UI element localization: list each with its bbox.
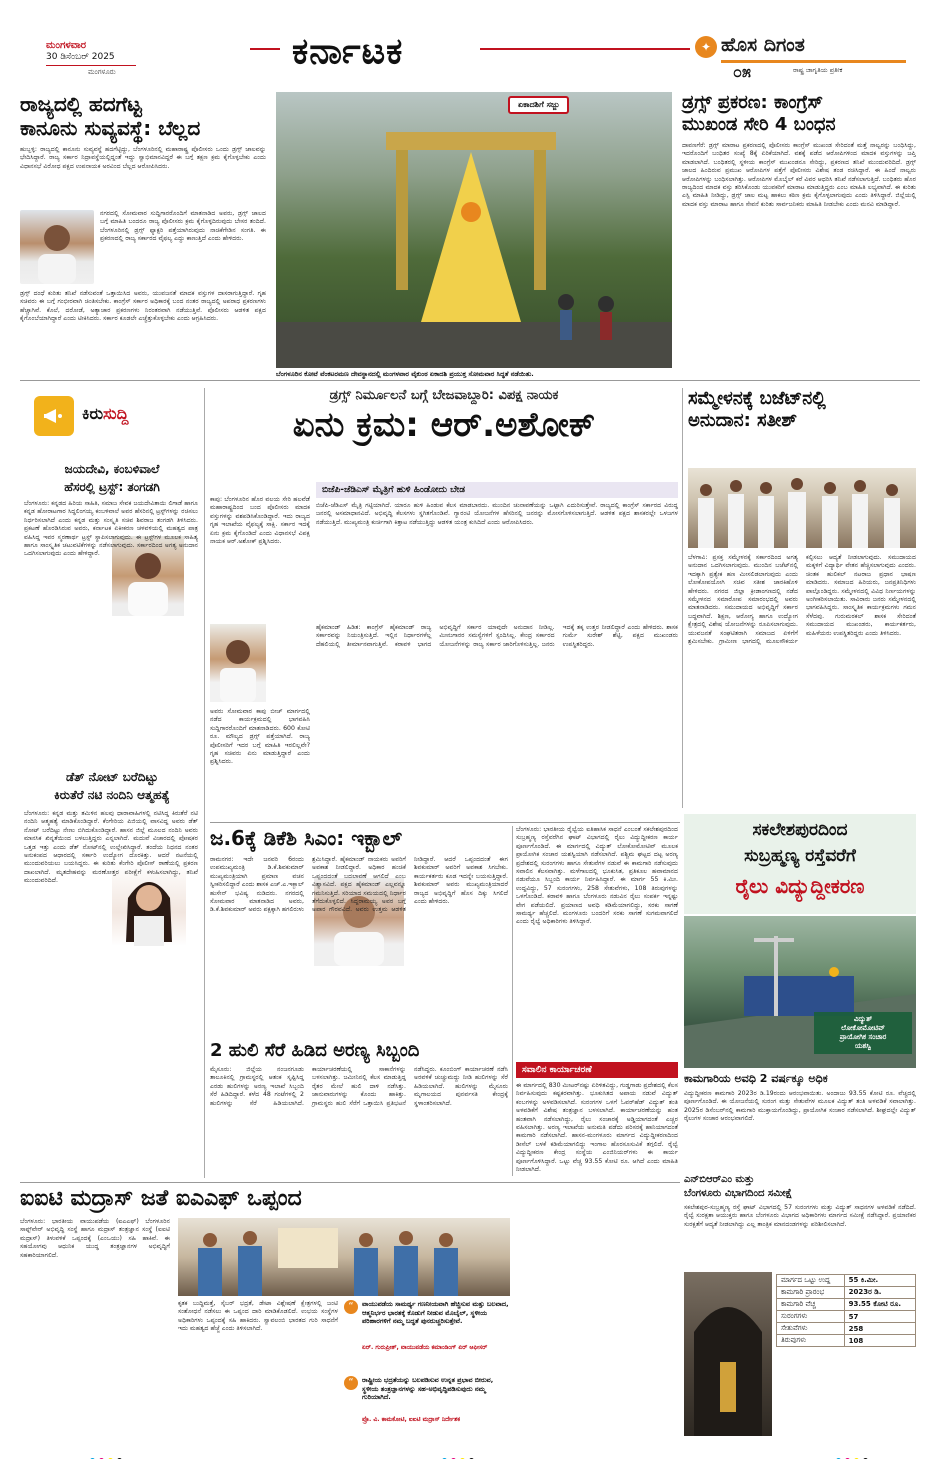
section-divider-1 (20, 380, 920, 381)
story-bellad-body-2: ಡ್ರಗ್ಸ್ ದಂಧೆ ಕುರಿತು ತನಿಖೆ ನಡೆಸುವಂತೆ ಒತ್ತಾಯಿಸಿದ ಅವರು, ಯುವಜನತೆ ಮಾದಕ ವಸ್ತುಗಳ ದಾಸರಾಗುತ್ತಿದ್ದಾರೆ. ಗೃಹ ಸಚಿವರು ಈ ಬಗ್ಗೆ ಗಂಭೀರವಾಗಿ ಚಿಂತಿಸಬೇಕು. ಕಾಂಗ್ರೆಸ್ ಸರ್ಕಾರ ಅಧಿಕಾರಕ್ಕೆ ಬಂದ ನಂತರ ರಾಜ್ಯದಲ್ಲಿ ಅಪರಾಧ ಪ್ರಕರಣಗಳು ಹೆಚ್ಚಾಗಿವೆ. ಕೊಲೆ, ದರೋಡೆ, ಅತ್ಯಾಚಾರ ಪ್ರಕರಣಗಳು ನಿರಂತರವಾಗಿ ನಡೆಯುತ್ತಿವೆ. ಪೊಲೀಸರು ಆಡಳಿತ ಪಕ್ಷದ ಕೈಗೊಂಬೆಯಾಗಿದ್ದಾರೆ ಎಂದು ಟೀಕಿಸಿದರು. ಸರ್ಕಾರ ಕೂಡಲೇ ಎಚ್ಚೆತ್ತುಕೊಳ್ಳಬೇಕು ಎಂದು ಆಗ್ರಹಿಸಿದರು. (20, 290, 266, 323)
story-iit-headline: ಐಐಟಿ ಮದ್ರಾಸ್ ಜತೆ ಐಎಎಫ್ ಒಪ್ಪಂದ (20, 1186, 302, 1211)
print-marks-left (88, 1448, 124, 1459)
kirusuddi-item2-h2: ಕಿರುತೆರೆ ನಟಿ ನಂದಿನಿ ಆತ್ಮಹತ್ಯೆ (54, 788, 170, 802)
rail-photo-tag-1: ವಿದ್ಯುತ್ (853, 1015, 873, 1023)
iit-quote-1-author: ಏರ್. ಗುರುಪ್ರೀತ್, ವಾಯುಪಡೆಯ ಕಮಾಂಡಿಂಗ್ ಏರ್ ಆಫೀಸರ್ (362, 1344, 488, 1351)
lamp-icon: ✦ (695, 36, 717, 58)
rail-sub2-body: ಸಕಲೇಶಪುರ-ಸುಬ್ರಹ್ಮಣ್ಯ ರಸ್ತೆ ಘಾಟ್ ವಿಭಾಗದಲ್ಲಿ 57 ಸುರಂಗಗಳು ಮತ್ತು ವಿದ್ಯುತ್ ಸಾಧನಗಳ ಅಳವಡಿಕೆ ನಡೆದಿದೆ. ರೈಲ್ವೆ ಸುರಕ್ಷತಾ ಆಯುಕ್ತರು ಹಾಗೂ ಬೆಂಗಳೂರು ವಿಭಾಗದ ಅಧಿಕಾರಿಗಳು ಮಾರ್ಗದ ಸಮೀಕ್ಷೆ ನಡೆಸಿದ್ದಾರೆ. ಪ್ರಯಾಣಿಕರ ಸುರಕ್ಷತೆಗೆ ಆದ್ಯತೆ ನೀಡಲಾಗಿದ್ದು ಎಲ್ಲ ತಾಂತ್ರಿಕ ಮಾನದಂಡಗಳನ್ನು ಪರಿಶೀಲಿಸಲಾಗಿದೆ. (684, 1204, 916, 1228)
story-tiger-body: ಮೈಸೂರು: ಜಿಲ್ಲೆಯ ನಂಜನಗೂಡು ತಾಲೂಕಿನಲ್ಲಿ ಗ್ರಾಮಸ್ಥರಲ್ಲಿ ಆತಂಕ ಸೃಷ್ಟಿಸಿದ್ದ ಎರಡು ಹುಲಿಗಳನ್ನು ಅರಣ್ಯ ಇಲಾಖೆ ಸಿಬ್ಬಂದಿ ಸೆರೆ ಹಿಡಿದಿದ್ದಾರೆ. ಕಳೆದ 48 ಗಂಟೆಗಳಲ್ಲಿ 2 ಹುಲಿಗಳನ್ನು ಸೆರೆ ಹಿಡಿಯಲಾಗಿದೆ. ಕಾರ್ಯಾಚರಣೆಯಲ್ಲಿ ಸಾಕಾನೆಗಳನ್ನು ಬಳಸಲಾಗಿತ್ತು. ಜಮೀನಿನಲ್ಲಿ ಕೆಲಸ ಮಾಡುತ್ತಿದ್ದ ರೈತರ ಮೇಲೆ ಹುಲಿ ದಾಳಿ ನಡೆಸಿತ್ತು. ಜಾನುವಾರುಗಳನ್ನು ಕೊಂದು ಹಾಕಿತ್ತು. ಗ್ರಾಮಸ್ಥರು ಹುಲಿ ಸೆರೆಗೆ ಒತ್ತಾಯಿಸಿ ಪ್ರತಿಭಟನೆ ನಡೆಸಿದ್ದರು. ಕೂಂಬಿಂಗ್ ಕಾರ್ಯಾಚರಣೆ ನಡೆಸಿ ಅರವಳಿಕೆ ಚುಚ್ಚುಮದ್ದು ನೀಡಿ ಹುಲಿಗಳನ್ನು ಸೆರೆ ಹಿಡಿಯಲಾಗಿದೆ. ಹುಲಿಗಳನ್ನು ಮೈಸೂರು ಮೃಗಾಲಯದ ಪುನರ್ವಸತಿ ಕೇಂದ್ರಕ್ಕೆ ಸ್ಥಳಾಂತರಿಸಲಾಗಿದೆ. (210, 1066, 508, 1107)
megaphone-icon (42, 404, 66, 428)
story-iit-body-1: ಬೆಂಗಳೂರು: ಭಾರತೀಯ ವಾಯುಪಡೆಯ (ಐಎಎಫ್) ಬೆಂಗಳೂರಿನ ಸಾಫ್ಟ್‌ವೇರ್ ಅಭಿವೃದ್ಧಿ ಸಂಸ್ಥೆ ಹಾಗೂ ಮದ್ರಾಸ್ ತಂತ್ರಜ್ಞಾನ ಸಂಸ್ಥೆ (ಐಐಟಿ ಮದ್ರಾಸ್) ತಿಳುವಳಿಕೆ ಒಪ್ಪಂದಕ್ಕೆ (ಎಂಒಯು) ಸಹಿ ಹಾಕಿವೆ. ಈ ಸಹಯೋಗವು ಆಧುನಿಕ ಯುದ್ಧ ತಂತ್ರಜ್ಞಾನಗಳ ಅಭಿವೃದ್ಧಿಗೆ ಸಹಕಾರಿಯಾಗಲಿದೆ. (20, 1218, 170, 1259)
story-ashok-body-4: ಹೈಕಮಾಂಡ್ ಹಿಡಿತ: ಕಾಂಗ್ರೆಸ್ ಹೈಕಮಾಂಡ್ ರಾಜ್ಯ ಸರ್ಕಾರವನ್ನು ನಿಯಂತ್ರಿಸುತ್ತಿದೆ. ಇಲ್ಲಿನ ನಿರ್ಧಾರಗಳೆಲ್ಲ ದೆಹಲಿಯಲ್ಲಿ ತೀರ್ಮಾನವಾಗುತ್ತಿವೆ. ಕರಾವಳಿ ಭಾಗದ ಅಭಿವೃದ್ಧಿಗೆ ಸರ್ಕಾರ ಯಾವುದೇ ಅನುದಾನ ನೀಡಿಲ್ಲ. ಮೀನುಗಾರರ ಸಮಸ್ಯೆಗಳಿಗೆ ಸ್ಪಂದಿಸಿಲ್ಲ. ಕೇಂದ್ರ ಸರ್ಕಾರದ ಯೋಜನೆಗಳನ್ನು ರಾಜ್ಯ ಸರ್ಕಾರ ಜಾರಿಗೊಳಿಸುತ್ತಿಲ್ಲ. ಜನರು ಇದಕ್ಕೆ ತಕ್ಕ ಉತ್ತರ ನೀಡಲಿದ್ದಾರೆ ಎಂದು ಹೇಳಿದರು. ಶಾಸಕ ಗುರ್ಮೆ ಸುರೇಶ್ ಶೆಟ್ಟಿ, ಪಕ್ಷದ ಮುಖಂಡರು ಉಪಸ್ಥಿತರಿದ್ದರು. (316, 624, 678, 648)
rail-sub-head: ಕಾಮಗಾರಿಯ ಅವಧಿ 2 ವರ್ಷಕ್ಕೂ ಅಧಿಕ (684, 1072, 828, 1085)
story-satish (688, 388, 916, 808)
story-ashok-sub (316, 482, 678, 498)
rail-photo-tag-4: ಯಶಸ್ವಿ (854, 1042, 872, 1050)
iit-quote-1-text: ವಾಯುಪಡೆಯ ಸಾಮರ್ಥ್ಯ ಗಣನೀಯವಾಗಿ ಹೆಚ್ಚಿಸುವ ಮತ್ತು ಬಲವಾದ, ಆತ್ಮನಿರ್ಭರ ಭಾರತಕ್ಕೆ ಕೊಡುಗೆ ನೀಡುವ ಮೊಬೈಲ್, ಸ್ಥಳೀಯ ಪರಿಹಾರಗಳಿಗೆ ನಮ್ಮ ಬದ್ಧತೆ ಪುನರುಚ್ಚರಿಸುತ್ತೇವೆ. (362, 1300, 509, 1325)
story-bellad-headline-1: ರಾಜ್ಯದಲ್ಲಿ ಹದಗೆಟ್ಟ (20, 92, 142, 116)
temple-photo (276, 92, 672, 368)
ashok-photo (210, 624, 266, 702)
story-tiger (210, 1040, 508, 1176)
story-satish-headline-1: ಸಮ್ಮೇಳನಕ್ಕೆ ಬಜೆಟ್‌ನಲ್ಲಿ (688, 388, 826, 409)
masthead (0, 0, 945, 88)
column-divider-mid (512, 826, 513, 1176)
kirusuddi-item1-body: ಬೆಂಗಳೂರು: ಕನ್ನಡದ ಹಿರಿಯ ಸಾಹಿತಿ, ಸಮಾಜ ಸೇವಕ ಜಯದೇವಿತಾಯಿ ಲಿಗಾಡೆ ಹಾಗೂ ಕನ್ನಡ ಹೋರಾಟಗಾರ ಸಿದ್ಧಲಿಂಗಯ್ಯ ಕಂಬಳಿವಾಲೆ ಅವರ ಹೆಸರಿನಲ್ಲಿ ಟ್ರಸ್ಟ್‌ಗಳನ್ನು ರಚಿಸಲು ನಿರ್ಧರಿಸಲಾಗಿದೆ ಎಂದು ಕನ್ನಡ ಮತ್ತು ಸಂಸ್ಕೃತಿ ಸಚಿವ ಶಿವರಾಜ ತಂಗಡಗಿ ತಿಳಿಸಿದರು. ಪ್ರಕಟಣೆ ಹೊರಡಿಸಿರುವ ಅವರು, ಕರ್ನಾಟಕ ಏಕೀಕರಣ ಚಳವಳಿಯಲ್ಲಿ ಮಹತ್ವದ ಪಾತ್ರ ವಹಿಸಿದ್ದ ಇವರ ಸ್ಮರಣಾರ್ಥ ಟ್ರಸ್ಟ್ ಸ್ಥಾಪಿಸಲಾಗುವುದು. ಈ ಟ್ರಸ್ಟ್‌ಗಳ ಮೂಲಕ ಸಾಹಿತ್ಯ ಹಾಗೂ ಸಾಂಸ್ಕೃತಿಕ ಚಟುವಟಿಕೆಗಳನ್ನು ನಡೆಸಲಾಗುವುದು. ಸರ್ಕಾರದಿಂದ ಅಗತ್ಯ ಅನುದಾನ ಒದಗಿಸಲಾಗುವುದು ಎಂದು ಹೇಳಿದ್ದಾರೆ. (24, 500, 198, 558)
rail-sub-body: ವಿದ್ಯುದ್ದೀಕರಣ ಕಾಮಗಾರಿ 2023ರ ಡಿ.19ರಂದು ಆರಂಭವಾಯಿತು. ಅಂದಾಜು 93.55 ಕೋಟಿ ರೂ. ವೆಚ್ಚದಲ್ಲಿ ಪೂರ್ಣಗೊಂಡಿದೆ. ಈ ಯೋಜನೆಯಲ್ಲಿ ಸುರಂಗ ಮತ್ತು ಸೇತುವೆಗಳ ಮೂಲಕ ವಿದ್ಯುತ್ ತಂತಿ ಅಳವಡಿಕೆ ಸವಾಲಾಗಿತ್ತು. 2025ರ ಡಿಸೆಂಬರ್‌ನಲ್ಲಿ ಕಾಮಗಾರಿ ಮುಕ್ತಾಯಗೊಂಡಿದ್ದು, ಪ್ರಾಯೋಗಿಕ ಸಂಚಾರ ನಡೆಸಲಾಗಿದೆ. ಶೀಘ್ರದಲ್ಲೇ ವಿದ್ಯುತ್ ರೈಲುಗಳ ಸಂಚಾರ ಆರಂಭವಾಗಲಿದೆ. (684, 1090, 916, 1123)
kirusuddi-item1-h2: ಹೆಸರಲ್ಲಿ ಟ್ರಸ್ಟ್: ತಂಗಡಗಿ (64, 480, 160, 494)
iit-quote-2-author: ಪ್ರೊ. ವಿ. ಕಾಮಕೋಟಿ, ಐಐಟಿ ಮದ್ರಾಸ್ ನಿರ್ದೇಶಕ (362, 1416, 461, 1423)
story-bellad-headline-2: ಕಾನೂನು ಸುವ್ಯವಸ್ಥೆ: ಬೆಲ್ಲದ (20, 116, 201, 140)
rail-title-1: ಸಕಲೇಶಪುರದಿಂದ (752, 820, 848, 840)
rail-stats-value: 55 ಕಿ.ಮೀ. (844, 1275, 915, 1287)
rail-stats-value: 2023ರ ಡಿ. (844, 1287, 915, 1299)
rail-photo-tag (814, 1012, 912, 1054)
kirusuddi-item2-body: ಬೆಂಗಳೂರು: ಕನ್ನಡ ಮತ್ತು ತಮಿಳಿನ ಹಲವು ಧಾರಾವಾಹಿಗಳಲ್ಲಿ ನಟಿಸಿದ್ದ ಕಿರುತೆರೆ ನಟಿ ನಂದಿನಿ ಆತ್ಮಹತ್ಯೆ ಮಾಡಿಕೊಂಡಿದ್ದಾರೆ. ಕೆಂಗೇರಿಯ ಪಿಜಿಯಲ್ಲಿ ವಾಸವಿದ್ದ ಅವರು ಡೆತ್ ನೋಟ್ ಬರೆದಿಟ್ಟು ನೇಣು ಬಿಗಿದುಕೊಂಡಿದ್ದಾರೆ. ಹಾಸನ ಜಿಲ್ಲೆ ಮೂಲದ ನಂದಿನಿ ಅವರು ಮಾನಸಿಕ ಖಿನ್ನತೆಯಿಂದ ಬಳಲುತ್ತಿದ್ದರು ಎನ್ನಲಾಗಿದೆ. ಮದುವೆ ವಿಚಾರದಲ್ಲಿ ಪೋಷಕರ ಒತ್ತಡ ಇತ್ತು ಎಂದು ಡೆತ್ ನೋಟ್‌ನಲ್ಲಿ ಉಲ್ಲೇಖಿಸಿದ್ದಾರೆ. ತಂದೆಯ ನಿಧನದ ನಂತರ ಅನುಕಂಪದ ಆಧಾರದಲ್ಲಿ ಸರ್ಕಾರಿ ಉದ್ಯೋಗ ದೊರಕಿತ್ತು. ಆದರೆ ನಟನೆಯಲ್ಲಿ ಮುಂದುವರಿಯಲು ಬಯಸಿದ್ದರು. ಈ ಕುರಿತು ಕೆಂಗೇರಿ ಪೊಲೀಸ್ ಠಾಣೆಯಲ್ಲಿ ಪ್ರಕರಣ ದಾಖಲಾಗಿದೆ. ಮೃತದೇಹವನ್ನು ಮರಣೋತ್ತರ ಪರೀಕ್ಷೆಗೆ ಕಳುಹಿಸಲಾಗಿದ್ದು, ತನಿಖೆ ಮುಂದುವರಿದಿದೆ. (24, 810, 198, 885)
photo-badge: ಏಕಾದಶಿಗೆ ಸಜ್ಜು (508, 96, 569, 114)
story-iqbal-headline: ಜ.6ಕ್ಕೆ ಡಿಕೆಶಿ ಸಿಎಂ: ಇಕ್ಬಾಲ್ (210, 826, 403, 850)
story-iit-body-2: ಕೃತಕ ಬುದ್ಧಿಮತ್ತೆ, ಸೈಬರ್ ಭದ್ರತೆ, ಡೇಟಾ ವಿಶ್ಲೇಷಣೆ ಕ್ಷೇತ್ರಗಳಲ್ಲಿ ಜಂಟಿ ಸಂಶೋಧನೆ ನಡೆಸಲು ಈ ಒಪ್ಪಂದ ದಾರಿ ಮಾಡಿಕೊಡಲಿದೆ. ಉಭಯ ಸಂಸ್ಥೆಗಳ ಅಧಿಕಾರಿಗಳು ಒಪ್ಪಂದಕ್ಕೆ ಸಹಿ ಹಾಕಿದರು. ಸ್ವಾವಲಂಬಿ ಭಾರತದ ಗುರಿ ಸಾಧನೆಗೆ ಇದು ಮಹತ್ವದ ಹೆಜ್ಜೆ ಎಂದು ತಿಳಿಸಲಾಗಿದೆ. (178, 1300, 338, 1333)
day-label: ಮಂಗಳವಾರ (46, 40, 87, 51)
iit-quote-1 (344, 1300, 510, 1370)
print-marks-right (834, 1448, 870, 1459)
rail-photo-tag-2: ಲೋಕೋಮೋಟಿವ್ (841, 1024, 885, 1032)
date-label: 30 ಡಿಸೆಂಬರ್ 2025 (46, 52, 115, 62)
rail-stats-value: 93.55 ಕೋಟಿ ರೂ. (844, 1299, 915, 1311)
story-ashok-sub-text: ಬಿಜೆಪಿ-ಜೆಡಿಎಸ್ ಮೈತ್ರಿಗೆ ಹುಳಿ ಹಿಂಡೋದು ಬೇಡ (322, 485, 465, 495)
kirusuddi-logo (34, 396, 74, 436)
page-number: ೦೫ (733, 62, 751, 81)
paper-name: ಹೊಸ ದಿಗಂತ (721, 34, 805, 56)
column-divider-right (682, 388, 683, 808)
story-drugs-headline-2: ಮುಖಂಡ ಸೇರಿ 4 ಬಂಧನ (682, 114, 836, 135)
iit-quote-2-text: ರಾಷ್ಟ್ರೀಯ ಭದ್ರತೆಯನ್ನು ಬಲಪಡಿಸುವ ಉನ್ನತ ಪ್ರಭಾವ ಬೀರುವ, ಸ್ಥಳೀಯ ತಂತ್ರಜ್ಞಾನಗಳನ್ನು ಸಹ-ಅಭಿವೃದ್ಧಿಪಡಿಸುವುದು ನಮ್ಮ ಗುರಿಯಾಗಿದೆ. (362, 1376, 494, 1401)
story-iit (20, 1186, 510, 1444)
rail-stats-label: ಮಾರ್ಗದ ಒಟ್ಟು ಉದ್ದ (777, 1275, 845, 1287)
rail-sub2-head-1: ಎನ್‌ಬಿಆರ್‌ಎಂ ಮತ್ತು (684, 1174, 755, 1185)
challenge-box-title (516, 1062, 678, 1078)
rail-stats-row (777, 1323, 916, 1335)
story-drugs-headline-1: ಡ್ರಗ್ಸ್ ಪ್ರಕರಣ: ಕಾಂಗ್ರೆಸ್ (682, 92, 824, 113)
column-divider-left (204, 388, 205, 1178)
story-ashok-body-1: ಕಾಪು: ಬೆಂಗಳೂರಿನ ಹೊರ ವಲಯ ಸೇರಿ ಹಲವೆಡೆ ಮಹಾರಾಷ್ಟ್ರದಿಂದ ಬಂದ ಪೊಲೀಸರು ಮಾದಕ ವಸ್ತುಗಳನ್ನು ವಶಪಡಿಸಿಕೊಂಡಿದ್ದಾರೆ. ಇದು ರಾಜ್ಯದ ಗೃಹ ಇಲಾಖೆಯ ವೈಫಲ್ಯಕ್ಕೆ ಸಾಕ್ಷಿ. ಸರ್ಕಾರ ಇದಕ್ಕೆ ಏನು ಕ್ರಮ ಕೈಗೊಂಡಿದೆ ಎಂದು ವಿಧಾನಸಭೆ ವಿಪಕ್ಷ ನಾಯಕ ಆರ್.ಅಶೋಕ್ ಪ್ರಶ್ನಿಸಿದರು. (210, 496, 310, 546)
story-satish-body: ಬೆಳಗಾವಿ: ಪ್ರಸಕ್ತ ಸಮ್ಮೇಳನಕ್ಕೆ ಸರ್ಕಾರದಿಂದ ಅಗತ್ಯ ಅನುದಾನ ಒದಗಿಸಲಾಗುವುದು. ಮುಂದಿನ ಬಜೆಟ್‌ನಲ್ಲಿ ಇದಕ್ಕಾಗಿ ಪ್ರತ್ಯೇಕ ಹಣ ಮೀಸಲಿಡಲಾಗುವುದು ಎಂದು ಲೋಕೋಪಯೋಗಿ ಸಚಿವ ಸತೀಶ ಜಾರಕಿಹೊಳಿ ಹೇಳಿದರು. ನಗರದ ಜಿಲ್ಲಾ ಕ್ರೀಡಾಂಗಣದಲ್ಲಿ ನಡೆದ ಸಮ್ಮೇಳನದ ಸಮಾರೋಪ ಸಮಾರಂಭದಲ್ಲಿ ಅವರು ಮಾತನಾಡಿದರು. ಸಮುದಾಯದ ಅಭಿವೃದ್ಧಿಗೆ ಸರ್ಕಾರ ಬದ್ಧವಾಗಿದೆ. ಶಿಕ್ಷಣ, ಆರೋಗ್ಯ ಹಾಗೂ ಉದ್ಯೋಗ ಕ್ಷೇತ್ರದಲ್ಲಿ ವಿಶೇಷ ಯೋಜನೆಗಳನ್ನು ರೂಪಿಸಲಾಗುವುದು. ಯುವಜನತೆ ಸಂಘಟಿತರಾಗಿ ಸಮಾಜದ ಏಳಿಗೆಗೆ ಶ್ರಮಿಸಬೇಕು. ಗ್ರಾಮೀಣ ಭಾಗದಲ್ಲಿ ಮೂಲಸೌಕರ್ಯ ಕಲ್ಪಿಸಲು ಆದ್ಯತೆ ನೀಡಲಾಗುವುದು. ಸಮುದಾಯದ ಮಕ್ಕಳಿಗೆ ವಿದ್ಯಾರ್ಥಿ ವೇತನ ಹೆಚ್ಚಿಸಲಾಗುವುದು ಎಂದರು. ಚಿಂತಕ ಹುಲಿಕಲ್ ನಟರಾಜ ಪ್ರಧಾನ ಭಾಷಣ ಮಾಡಿದರು. ಸಮಾಜದ ಹಿರಿಯರು, ಜನಪ್ರತಿನಿಧಿಗಳು ಪಾಲ್ಗೊಂಡಿದ್ದರು. ಸಮ್ಮೇಳನದಲ್ಲಿ ವಿವಿಧ ನಿರ್ಣಯಗಳನ್ನು ಅಂಗೀಕರಿಸಲಾಯಿತು. ಸಾವಿರಾರು ಜನರು ಸಮ್ಮೇಳನದಲ್ಲಿ ಭಾಗವಹಿಸಿದ್ದರು. ಸಾಂಸ್ಕೃತಿಕ ಕಾರ್ಯಕ್ರಮಗಳು ಗಮನ ಸೆಳೆದವು. ಗುರುಮಠಕಲ್ ಶಾಸಕ ಸೇರಿದಂತೆ ಸಮುದಾಯದ ಮುಖಂಡರು, ಕಾರ್ಯಕರ್ತರು, ಮಹಿಳೆಯರು ಉಪಸ್ಥಿತರಿದ್ದರು ಎಂದು ತಿಳಿಸಿದರು. (688, 554, 916, 646)
story-bellad-lead: ಹುಬ್ಬಳ್ಳಿ: ರಾಜ್ಯದಲ್ಲಿ ಕಾನೂನು ಸುವ್ಯವಸ್ಥೆ ಹದಗೆಟ್ಟಿದ್ದು, ಬೆಂಗಳೂರಿನಲ್ಲಿ ಮಹಾರಾಷ್ಟ್ರ ಪೊಲೀಸರು ಒಂದು ಡ್ರಗ್ಸ್ ಜಾಲವನ್ನು ಭೇದಿಸಿದ್ದಾರೆ. ರಾಜ್ಯ ಸರ್ಕಾರ ನಿದ್ರಾವಸ್ಥೆಯಲ್ಲಿದ್ದಂತೆ ಇದ್ದು ಸ್ವಾಭಿಮಾನವಿದ್ದರೆ ಈ ಬಗ್ಗೆ ತಕ್ಷಣ ಕ್ರಮ ಕೈಗೊಳ್ಳಬೇಕು ಎಂದು ವಿಧಾನಸಭೆ ವಿರೋಧ ಪಕ್ಷದ ಉಪನಾಯಕ ಅರವಿಂದ ಬೆಲ್ಲದ ಆರೋಪಿಸಿದರು. (20, 146, 266, 170)
masthead-divider-right (480, 48, 690, 50)
rail-photo-tag-3: ಪ್ರಾಯೋಗಿಕ ಸಂಚಾರ (839, 1033, 887, 1041)
kirusuddi-label-a: ಕಿರು (82, 404, 104, 423)
rail-stats-label: ಕಾಮಗಾರಿ ವೆಚ್ಚ (777, 1299, 845, 1311)
rail-stats-value: 258 (844, 1323, 915, 1335)
section-divider-2 (210, 822, 680, 823)
rail-stats-label: ಕಾಮಗಾರಿ ಪ್ರಾರಂಭ (777, 1287, 845, 1299)
date-block (46, 40, 186, 74)
story-drugs-arrest (682, 92, 916, 374)
kirusuddi-label-b: ಸುದ್ದಿ (103, 404, 129, 423)
rail-sub2-head-2: ಬೆಂಗಳೂರು ವಿಭಾಗದಿಂದ ಸಮೀಕ್ಷೆ (684, 1188, 793, 1199)
story-ashok-headline: ಏನು ಕ್ರಮ: ಆರ್.ಅಶೋಕ್ (292, 405, 596, 445)
story-iqbal (210, 826, 508, 1036)
kirusuddi-item1-h1: ಜಯದೇವಿ, ಕಂಬಳಿವಾಲೆ (64, 462, 160, 476)
rail-title-3: ರೈಲು ವಿದ್ಯುದ್ದೀಕರಣ (735, 874, 865, 898)
rail-stats-row (777, 1287, 916, 1299)
story-ashok (210, 388, 678, 820)
rail-stats-value: 108 (844, 1335, 915, 1347)
story-ashok-kicker: ಡ್ರಗ್ಸ್ ನಿರ್ಮೂಲನೆ ಬಗ್ಗೆ ಬೇಜವಾಬ್ದಾರಿ: ವಿಪಕ್ಷ ನಾಯಕ (329, 388, 559, 403)
story-bellad (20, 92, 266, 374)
rail-stats-row (777, 1299, 916, 1311)
tagline: ರಾಷ್ಟ್ರ ಜಾಗೃತಿಯ ಪ್ರತೀಕ (793, 66, 843, 74)
rail-stats-label: ಸುರಂಗಗಳು (777, 1311, 845, 1323)
section-divider-3 (20, 1182, 680, 1183)
rail-stats-table (776, 1274, 916, 1347)
bellad-photo (20, 210, 94, 284)
rail-stats-row (777, 1275, 916, 1287)
story-tiger-headline: 2 ಹುಲಿ ಸೆರೆ ಹಿಡಿದ ಅರಣ್ಯ ಸಿಬ್ಬಂದಿ (210, 1040, 420, 1061)
temple-photo-caption: ಬೆಂಗಳೂರಿನ ಕೋಟೆ ವೆಂಕಟರಮಣ ದೇವಸ್ಥಾನದಲ್ಲಿ ಮಂಗಳವಾರ ವೈಕುಂಠ ಏಕಾದಶಿ ಪ್ರಯುಕ್ತ ಸೋಮವಾರ ಸಿದ್ಧತೆ ನಡೆಯಿತು. (276, 370, 534, 378)
tunnel-photo (684, 1272, 772, 1436)
rail-stats-value: 57 (844, 1311, 915, 1323)
story-ashok-body-3: ಬಿಜೆಪಿ-ಜೆಡಿಎಸ್ ಮೈತ್ರಿ ಗಟ್ಟಿಯಾಗಿದೆ. ಯಾರೂ ಹುಳಿ ಹಿಂಡುವ ಕೆಲಸ ಮಾಡಬಾರದು. ಮುಂದಿನ ಚುನಾವಣೆಯನ್ನು ಒಟ್ಟಾಗಿ ಎದುರಿಸುತ್ತೇವೆ. ರಾಜ್ಯದಲ್ಲಿ ಕಾಂಗ್ರೆಸ್ ಸರ್ಕಾರದ ವಿರುದ್ಧ ಜನರಲ್ಲಿ ಅಸಮಾಧಾನವಿದೆ. ಅಭಿವೃದ್ಧಿ ಕೆಲಸಗಳು ಸ್ಥಗಿತಗೊಂಡಿವೆ. ಗ್ಯಾರಂಟಿ ಯೋಜನೆಗಳ ಹೆಸರಿನಲ್ಲಿ ಜನರನ್ನು ಮೋಸಗೊಳಿಸಲಾಗುತ್ತಿದೆ. ಆಡಳಿತ ಪಕ್ಷದ ಶಾಸಕರಲ್ಲೇ ಒಳಜಗಳ ನಡೆಯುತ್ತಿದೆ. ಮುಖ್ಯಮಂತ್ರಿ ಕುರ್ಚಿಗಾಗಿ ಕಿತ್ತಾಟ ನಡೆಯುತ್ತಿದ್ದು ಆಡಳಿತ ಯಂತ್ರ ಕುಸಿದಿದೆ ಎಂದು ಆರೋಪಿಸಿದರು. (316, 502, 678, 526)
rail-stats-row (777, 1335, 916, 1347)
iit-quote-2 (344, 1376, 510, 1444)
iit-mou-photo (178, 1218, 510, 1296)
story-ashok-body-2: ಅವರು ಸೋಮವಾರ ಕಾಪು ಬೀಚ್ ಮಾರ್ಗದಲ್ಲಿ ನಡೆದ ಕಾರ್ಯಕ್ರಮದಲ್ಲಿ ಭಾಗವಹಿಸಿ ಸುದ್ದಿಗಾರರೊಂದಿಗೆ ಮಾತನಾಡಿದರು. 600 ಕೋಟಿ ರೂ. ಮೌಲ್ಯದ ಡ್ರಗ್ಸ್ ಪತ್ತೆಯಾಗಿದೆ. ರಾಜ್ಯ ಪೊಲೀಸರಿಗೆ ಇದರ ಬಗ್ಗೆ ಮಾಹಿತಿ ಇರಲಿಲ್ಲವೇ? ಗೃಹ ಸಚಿವರು ಏನು ಮಾಡುತ್ತಿದ್ದಾರೆ ಎಂದು ಪ್ರಶ್ನಿಸಿದರು. (210, 708, 310, 766)
kirusuddi-label (82, 404, 128, 424)
satish-event-photo (688, 468, 916, 548)
story-rail-body-column (516, 826, 678, 1459)
print-marks-center (440, 1448, 476, 1459)
rail-stats-row (777, 1311, 916, 1323)
kirusuddi-item2-h1: ಡೆತ್ ನೋಟ್ ಬರೆದಿಟ್ಟು (66, 770, 158, 784)
challenge-box-title-text: ಸವಾಲಿನ ಕಾರ್ಯಾಚರಣೆ (522, 1065, 592, 1075)
story-rail-body: ಬೆಂಗಳೂರು: ಭಾರತೀಯ ರೈಲ್ವೆಯ ಐತಿಹಾಸಿಕ ಸಾಧನೆ ಎಂಬಂತೆ ಸಕಲೇಶಪುರದಿಂದ ಸುಬ್ರಹ್ಮಣ್ಯ ರಸ್ತೆವರೆಗಿನ ಘಾಟ್ ವಿಭಾಗದಲ್ಲಿ ರೈಲು ವಿದ್ಯುದ್ದೀಕರಣ ಕಾರ್ಯ ಪೂರ್ಣಗೊಂಡಿದೆ. ಈ ಮಾರ್ಗದಲ್ಲಿ ವಿದ್ಯುತ್ ಲೋಕೋಮೋಟಿವ್ ಮೂಲಕ ಪ್ರಾಯೋಗಿಕ ಸಂಚಾರ ಯಶಸ್ವಿಯಾಗಿ ನಡೆಸಲಾಗಿದೆ. ಪಶ್ಚಿಮ ಘಟ್ಟದ ದಟ್ಟ ಅರಣ್ಯ ಪ್ರದೇಶದಲ್ಲಿ ಸುರಂಗಗಳು ಹಾಗೂ ಸೇತುವೆಗಳ ನಡುವೆ ಈ ಕಾಮಗಾರಿ ನಡೆಸುವುದು ಸವಾಲಿನ ಕೆಲಸವಾಗಿತ್ತು. ಮಳೆಗಾಲದಲ್ಲಿ ಭೂಕುಸಿತ, ಪ್ರತಿಕೂಲ ಹವಾಮಾನದ ನಡುವೆಯೂ ಸಿಬ್ಬಂದಿ ಕಾರ್ಯ ನಿರ್ವಹಿಸಿದ್ದಾರೆ. ಈ ಮಾರ್ಗ 55 ಕಿ.ಮೀ. ಉದ್ದವಿದ್ದು, 57 ಸುರಂಗಗಳು, 258 ಸೇತುವೆಗಳು, 108 ತಿರುವುಗಳನ್ನು ಒಳಗೊಂಡಿದೆ. ಕರಾವಳಿ ಹಾಗೂ ಬೆಂಗಳೂರು ನಡುವಿನ ರೈಲು ಸಂಪರ್ಕ ಇನ್ನಷ್ಟು ವೇಗ ಪಡೆಯಲಿದೆ. ಪ್ರಯಾಣದ ಅವಧಿ ಕಡಿಮೆಯಾಗಲಿದ್ದು, ಸರಕು ಸಾಗಣೆ ಸಾಮರ್ಥ್ಯ ಹೆಚ್ಚಲಿದೆ. ಮಂಗಳೂರು ಬಂದರಿಗೆ ಸರಕು ಸಾಗಣೆ ಸುಗಮವಾಗಲಿದೆ ಎಂದು ರೈಲ್ವೆ ಅಧಿಕಾರಿಗಳು ತಿಳಿಸಿದ್ದಾರೆ. (516, 826, 678, 926)
challenge-box-body: ಈ ಮಾರ್ಗದಲ್ಲಿ 830 ಮೀಟರ್‌ನಷ್ಟು ಏರಿಳಿತವಿದ್ದು, ಗುಡ್ಡಗಾಡು ಪ್ರದೇಶದಲ್ಲಿ ಕೆಲಸ ನಿರ್ವಹಿಸುವುದು ಕಷ್ಟಕರವಾಗಿತ್ತು. ಭೂಕುಸಿತದ ಅಪಾಯ ನಡುವೆ ವಿದ್ಯುತ್ ಕಂಬಗಳನ್ನು ಅಳವಡಿಸಲಾಗಿದೆ. ಸುರಂಗಗಳ ಒಳಗೆ ಓವರ್‌ಹೆಡ್ ವಿದ್ಯುತ್ ತಂತಿ ಅಳವಡಿಕೆಗೆ ವಿಶೇಷ ತಂತ್ರಜ್ಞಾನ ಬಳಸಲಾಗಿದೆ. ಕಾರ್ಯಾಚರಣೆಯನ್ನು ಹಂತ ಹಂತವಾಗಿ ನಡೆಸಲಾಗಿದ್ದು, ರೈಲು ಸಂಚಾರಕ್ಕೆ ಅಡ್ಡಿಯಾಗದಂತೆ ಎಚ್ಚರ ವಹಿಸಲಾಗಿತ್ತು. ಅರಣ್ಯ ಇಲಾಖೆಯ ಅನುಮತಿ ಪಡೆದು ಪರಿಸರಕ್ಕೆ ಹಾನಿಯಾಗದಂತೆ ಕಾಮಗಾರಿ ನಡೆಸಲಾಗಿದೆ. ಹಾಸನ-ಮಂಗಳೂರು ಮಾರ್ಗದ ವಿದ್ಯುದ್ದೀಕರಣದಿಂದ ಡೀಸೆಲ್ ಬಳಕೆ ಕಡಿಮೆಯಾಗಲಿದ್ದು ಇಂಗಾಲ ಹೊರಸೂಸುವಿಕೆ ತಗ್ಗಲಿದೆ. ರೈಲ್ವೆ ವಿದ್ಯುದ್ದೀಕರಣ ಕೇಂದ್ರ ಸಂಸ್ಥೆಯ ಎಂಜಿನಿಯರ್‌ಗಳು ಈ ಕಾರ್ಯ ಪೂರ್ಣಗೊಳಿಸಿದ್ದಾರೆ. ಒಟ್ಟು ವೆಚ್ಚ 93.55 ಕೋಟಿ ರೂ. ಆಗಿದೆ ಎಂದು ಮಾಹಿತಿ ನೀಡಲಾಗಿದೆ. (516, 1082, 678, 1174)
quote-icon-1: “ (344, 1300, 358, 1314)
rail-photo (684, 916, 916, 1068)
section-title: ಕರ್ನಾಟಕ (292, 31, 404, 72)
city-label: ಮಂಗಳೂರು (88, 68, 116, 76)
masthead-divider (250, 48, 280, 50)
story-satish-headline-2: ಅನುದಾನ: ಸತೀಶ್ (688, 410, 798, 431)
rail-stats-label: ತಿರುವುಗಳು (777, 1335, 845, 1347)
kirusuddi-column (20, 388, 200, 1178)
rail-panel (684, 814, 916, 1448)
rail-stats-label: ಸೇತುವೆಗಳು (777, 1323, 845, 1335)
rail-title-2: ಸುಬ್ರಹ್ಮಣ್ಯ ರಸ್ತೆವರೆಗೆ (744, 846, 856, 866)
story-bellad-body-1: ನಗರದಲ್ಲಿ ಸೋಮವಾರ ಸುದ್ದಿಗಾರರೊಂದಿಗೆ ಮಾತನಾಡಿದ ಅವರು, ಡ್ರಗ್ಸ್ ಜಾಲದ ಬಗ್ಗೆ ಮಾಹಿತಿ ಬಂದರೂ ರಾಜ್ಯ ಪೊಲೀಸರು ಕ್ರಮ ಕೈಗೊಳ್ಳದಿರುವುದು ಬೇಸರ ತಂದಿದೆ. ಬೆಂಗಳೂರಿನಲ್ಲಿ ಡ್ರಗ್ಸ್ ಫ್ಯಾಕ್ಟರಿ ಪತ್ತೆಯಾಗಿರುವುದು ನಾಚಿಕೆಗೇಡಿನ ಸಂಗತಿ. ಈ ಪ್ರಕರಣದಲ್ಲಿ ರಾಜ್ಯ ಸರ್ಕಾರದ ವೈಫಲ್ಯ ಎದ್ದು ಕಾಣುತ್ತಿದೆ ಎಂದು ಹೇಳಿದರು. (100, 210, 266, 243)
paper-logo (693, 30, 908, 80)
story-iqbal-body: ರಾಮನಗರ: ಇದೇ ಜನವರಿ 6ರಂದು ಉಪಮುಖ್ಯಮಂತ್ರಿ ಡಿ.ಕೆ.ಶಿವಕುಮಾರ್ ಮುಖ್ಯಮಂತ್ರಿಯಾಗಿ ಪ್ರಮಾಣ ವಚನ ಸ್ವೀಕರಿಸಲಿದ್ದಾರೆ ಎಂದು ಶಾಸಕ ಎಚ್.ಎ.ಇಕ್ಬಾಲ್ ಹುಸೇನ್ ಭವಿಷ್ಯ ನುಡಿದರು. ನಗರದಲ್ಲಿ ಸೋಮವಾರ ಮಾತನಾಡಿದ ಅವರು, ಡಿ.ಕೆ.ಶಿವಕುಮಾರ್ ಅವರು ಪಕ್ಷಕ್ಕಾಗಿ ಹಗಲಿರುಳು ಶ್ರಮಿಸಿದ್ದಾರೆ. ಹೈಕಮಾಂಡ್ ನಾಯಕರು ಅವರಿಗೆ ಅವಕಾಶ ನೀಡಲಿದ್ದಾರೆ. ಅಧಿಕಾರ ಹಂಚಿಕೆ ಒಪ್ಪಂದದಂತೆ ಬದಲಾವಣೆ ಆಗಲಿದೆ ಎಂಬ ವಿಶ್ವಾಸವಿದೆ. ಪಕ್ಷದ ಹೈಕಮಾಂಡ್ ಎಲ್ಲವನ್ನೂ ಗಮನಿಸುತ್ತಿದೆ. ಸರಿಯಾದ ಸಮಯದಲ್ಲಿ ನಿರ್ಧಾರ ತೆಗೆದುಕೊಳ್ಳಲಿದೆ. ಸಿದ್ದರಾಮಯ್ಯ ಅವರ ಬಗ್ಗೆ ಅಪಾರ ಗೌರವವಿದೆ. ಅವರು ಉತ್ತಮ ಆಡಳಿತ ನೀಡಿದ್ದಾರೆ. ಆದರೆ ಒಪ್ಪಂದದಂತೆ ಈಗ ಶಿವಕುಮಾರ್ ಅವರಿಗೆ ಅವಕಾಶ ಸಿಗಬೇಕು. ಕಾರ್ಯಕರ್ತರು ಕೂಡ ಇದನ್ನೇ ಬಯಸುತ್ತಿದ್ದಾರೆ. ಶಿವಕುಮಾರ್ ಅವರು ಮುಖ್ಯಮಂತ್ರಿಯಾದರೆ ರಾಜ್ಯದ ಅಭಿವೃದ್ಧಿಗೆ ಹೊಸ ದಿಕ್ಕು ಸಿಗಲಿದೆ ಎಂದು ಹೇಳಿದರು. (210, 856, 508, 914)
story-drugs-body: ದಾವಣಗೆರೆ: ಡ್ರಗ್ಸ್ ಮಾರಾಟ ಪ್ರಕರಣದಲ್ಲಿ ಪೊಲೀಸರು ಕಾಂಗ್ರೆಸ್ ಮುಖಂಡ ಸೇರಿದಂತೆ ಮತ್ತೆ ನಾಲ್ವರನ್ನು ಬಂಧಿಸಿದ್ದು, ಇದರೊಂದಿಗೆ ಬಂಧಿತರ ಸಂಖ್ಯೆ 8ಕ್ಕೆ ಏರಿಕೆಯಾಗಿದೆ. ವಶಕ್ಕೆ ಪಡೆದ ಆರೋಪಿಗಳಿಂದ ಮಾದಕ ವಸ್ತುಗಳನ್ನು ಜಪ್ತಿ ಮಾಡಲಾಗಿದೆ. ಬಂಧಿತರಲ್ಲಿ ಸ್ಥಳೀಯ ಕಾಂಗ್ರೆಸ್ ಮುಖಂಡನೂ ಸೇರಿದ್ದು, ಪ್ರಕರಣದ ತನಿಖೆ ಮುಂದುವರಿದಿದೆ. ಡ್ರಗ್ಸ್ ಜಾಲದ ಹಿಂದಿರುವ ಪ್ರಮುಖ ಆರೋಪಿಗಳ ಪತ್ತೆಗೆ ಪೊಲೀಸರು ವಿಶೇಷ ತಂಡ ರಚಿಸಿದ್ದಾರೆ. ಈ ಹಿಂದೆ ನಾಲ್ವರು ಆರೋಪಿಗಳನ್ನು ಬಂಧಿಸಲಾಗಿತ್ತು. ಆರೋಪಿಗಳ ಮೊಬೈಲ್ ಕರೆ ವಿವರ ಆಧರಿಸಿ ತನಿಖೆ ನಡೆಸಲಾಗುತ್ತಿದೆ. ಬಂಧಿತರು ಹೊರ ರಾಜ್ಯದಿಂದ ಮಾದಕ ವಸ್ತು ತರಿಸಿಕೊಂಡು ಯುವಕರಿಗೆ ಮಾರಾಟ ಮಾಡುತ್ತಿದ್ದರು ಎಂಬ ಮಾಹಿತಿ ಲಭ್ಯವಾಗಿದೆ. ಈ ಕುರಿತು ಎಸ್ಪಿ ಮಾಹಿತಿ ನೀಡಿದ್ದು, ಡ್ರಗ್ಸ್ ಜಾಲ ಮಟ್ಟ ಹಾಕಲು ಕಠಿಣ ಕ್ರಮ ಕೈಗೊಳ್ಳಲಾಗುವುದು ಎಂದು ತಿಳಿಸಿದ್ದಾರೆ. ಜಿಲ್ಲೆಯಲ್ಲಿ ಮಾದಕ ವಸ್ತು ಮಾರಾಟ ಹಾಗೂ ಸೇವನೆ ಕುರಿತು ಸಾರ್ವಜನಿಕರು ಮಾಹಿತಿ ನೀಡಬೇಕು ಎಂದು ಮನವಿ ಮಾಡಿದ್ದಾರೆ. (682, 142, 916, 208)
quote-icon-2: “ (344, 1376, 358, 1390)
